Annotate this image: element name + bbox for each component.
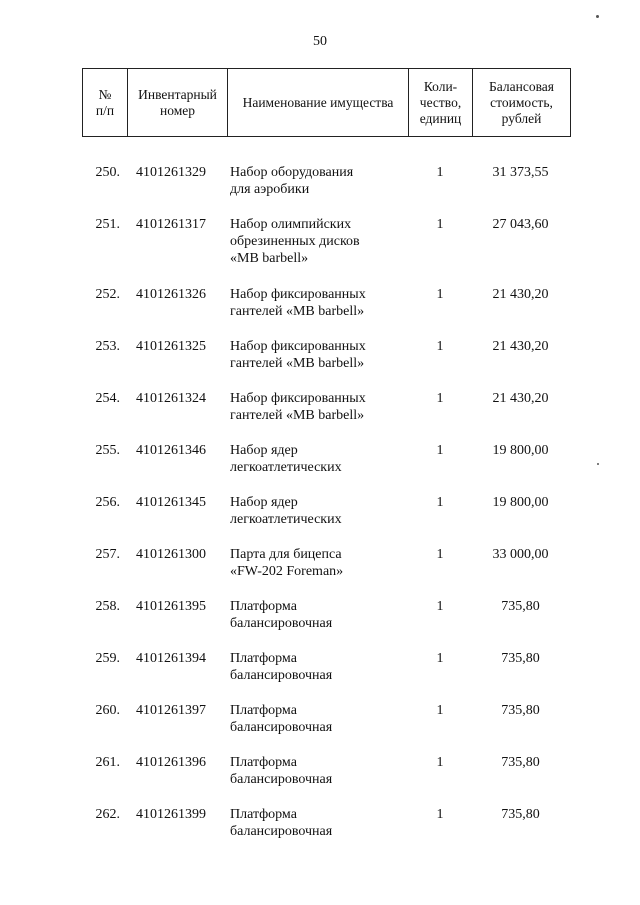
balance-cost: 19 800,00 <box>492 443 549 458</box>
balance-cost: 21 430,20 <box>492 287 549 302</box>
table-row <box>82 598 571 650</box>
quantity: 1 <box>436 391 444 406</box>
balance-cost: 31 373,55 <box>492 165 549 180</box>
quantity: 1 <box>436 165 444 180</box>
table-row <box>82 650 571 702</box>
inventory-number: 4101261394 <box>136 651 206 666</box>
quantity: 1 <box>436 651 444 666</box>
page-number: 50 <box>313 34 327 49</box>
row-number: 261. <box>95 755 120 770</box>
table-row <box>82 442 571 494</box>
property-name: Платформа балансировочная <box>230 755 333 787</box>
table-row <box>82 338 571 390</box>
quantity: 1 <box>436 547 444 562</box>
balance-cost: 735,80 <box>501 807 540 822</box>
property-name: Набор олимпийских обрезиненных дисков «MB barbell» <box>230 217 360 266</box>
property-name: Платформа балансировочная <box>230 703 333 735</box>
row-number: 252. <box>95 287 120 302</box>
quantity: 1 <box>436 755 444 770</box>
balance-cost: 33 000,00 <box>492 547 549 562</box>
quantity: 1 <box>436 339 444 354</box>
table-row <box>82 164 571 216</box>
property-name: Набор фиксированных гантелей «MB barbell» <box>230 391 366 423</box>
property-name: Набор фиксированных гантелей «MB barbell» <box>230 287 366 319</box>
table-row <box>82 286 571 338</box>
inventory-number: 4101261396 <box>136 755 206 770</box>
table-row <box>82 806 571 858</box>
inventory-number: 4101261300 <box>136 547 206 562</box>
quantity: 1 <box>436 443 444 458</box>
balance-cost: 735,80 <box>501 651 540 666</box>
property-name: Платформа балансировочная <box>230 807 333 839</box>
row-number: 255. <box>95 443 120 458</box>
row-number: 258. <box>95 599 120 614</box>
header-property-name: Наименование имущества <box>228 69 409 136</box>
row-number: 251. <box>95 217 120 232</box>
table-row <box>82 546 571 598</box>
balance-cost: 21 430,20 <box>492 339 549 354</box>
row-number: 262. <box>95 807 120 822</box>
table-body <box>82 164 571 858</box>
row-number: 259. <box>95 651 120 666</box>
inventory-number: 4101261329 <box>136 165 206 180</box>
header-balance-cost: Балансовая стоимость, рублей <box>489 78 554 126</box>
property-name: Набор фиксированных гантелей «MB barbell» <box>230 339 366 371</box>
table-row <box>82 702 571 754</box>
inventory-number: 4101261395 <box>136 599 206 614</box>
row-number: 253. <box>95 339 120 354</box>
property-name: Платформа балансировочная <box>230 599 333 631</box>
quantity: 1 <box>436 599 444 614</box>
balance-cost: 735,80 <box>501 755 540 770</box>
quantity: 1 <box>436 807 444 822</box>
table-row <box>82 390 571 442</box>
property-name: Платформа балансировочная <box>230 651 333 683</box>
header-quantity: Коли- чество, единиц <box>409 69 473 136</box>
table-row <box>82 216 571 286</box>
table-row <box>82 494 571 546</box>
balance-cost: 19 800,00 <box>492 495 549 510</box>
inventory-number: 4101261326 <box>136 287 206 302</box>
quantity: 1 <box>436 703 444 718</box>
row-number: 257. <box>95 547 120 562</box>
scan-speck <box>596 15 599 18</box>
inventory-number: 4101261399 <box>136 807 206 822</box>
balance-cost: 21 430,20 <box>492 391 549 406</box>
inventory-number: 4101261324 <box>136 391 206 406</box>
inventory-number: 4101261317 <box>136 217 206 232</box>
inventory-number: 4101261397 <box>136 703 206 718</box>
header-number: № п/п <box>83 69 128 136</box>
row-number: 254. <box>95 391 120 406</box>
balance-cost: 735,80 <box>501 703 540 718</box>
balance-cost: 735,80 <box>501 599 540 614</box>
row-number: 250. <box>95 165 120 180</box>
balance-cost: 27 043,60 <box>492 217 549 232</box>
property-name: Набор оборудования для аэробики <box>230 165 354 197</box>
row-number: 256. <box>95 495 120 510</box>
quantity: 1 <box>436 287 444 302</box>
property-name: Набор ядер легкоатлетических <box>230 495 342 527</box>
property-name: Парта для бицепса «FW-202 Foreman» <box>230 547 344 579</box>
inventory-number: 4101261345 <box>136 495 206 510</box>
property-name: Набор ядер легкоатлетических <box>230 443 342 475</box>
quantity: 1 <box>436 217 444 232</box>
header-inventory-number: Инвентарный номер <box>128 69 228 136</box>
row-number: 260. <box>95 703 120 718</box>
table-header <box>82 68 571 137</box>
quantity: 1 <box>436 495 444 510</box>
inventory-number: 4101261346 <box>136 443 206 458</box>
table-row <box>82 754 571 806</box>
scan-speck <box>597 463 599 465</box>
inventory-number: 4101261325 <box>136 339 206 354</box>
